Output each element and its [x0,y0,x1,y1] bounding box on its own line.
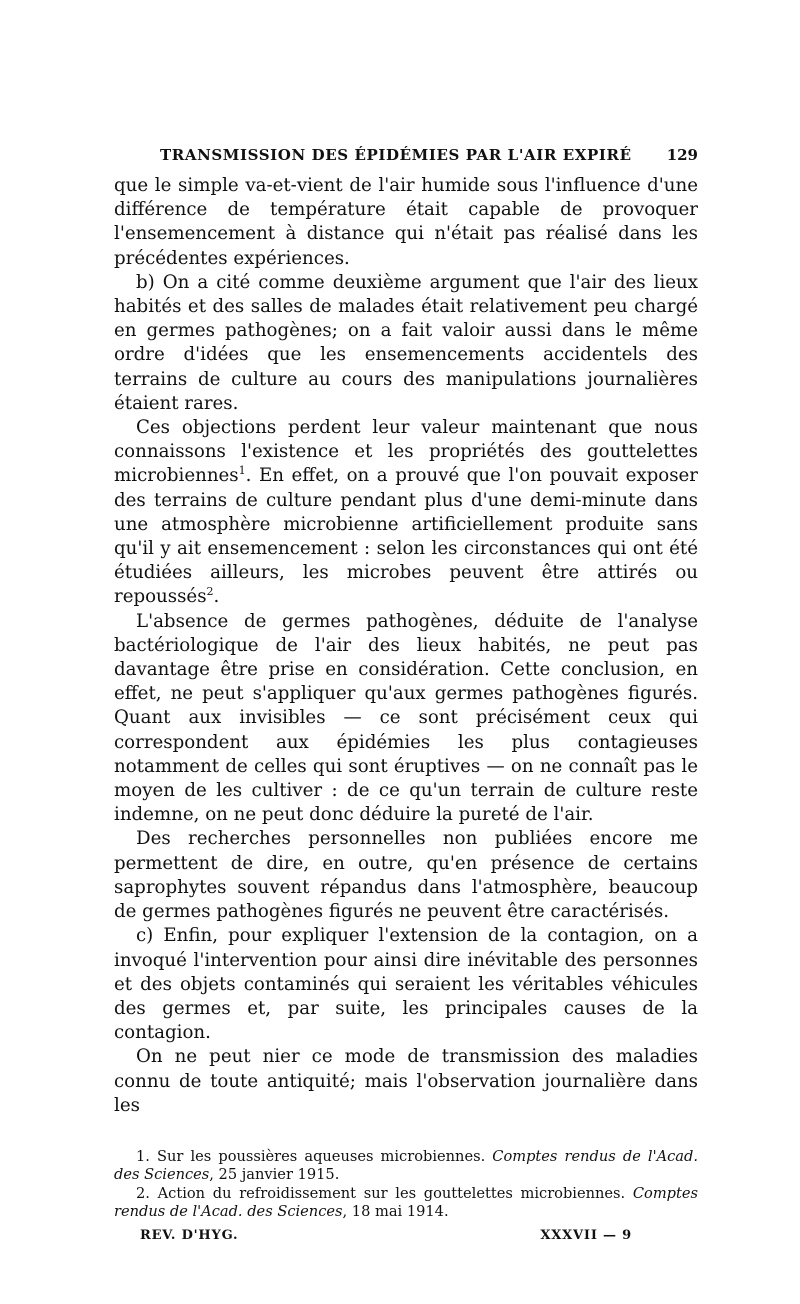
footnotes [114,1148,698,1222]
footnote-2-lead: 2. Action du refroidissement sur les gouttelettes microbiennes. [136,1184,633,1202]
footnote-ref-1[interactable]: 1 [238,464,246,478]
journal-abbreviation: REV. D'HYG. [140,1227,239,1243]
journal-page [114,146,698,1243]
paragraph-objections-text-c: . [213,586,220,608]
page-number: 129 [666,146,698,164]
paragraph-continuation: que le simple va-et-vient de l'air humide sous l'influence d'une différence de température était capable de provoquer l'ensemencement à distance qui n'était pas réalisé dans les précédentes expériences. [114,175,698,269]
volume-signature: XXXVII — 9 [540,1227,632,1243]
body-text [114,174,698,1118]
footnote-1 [114,1148,698,1185]
paragraph-personal-research: Des recherches personnelles non publiées encore me permettent de dire, en outre, qu'en présence de certains saprophytes souvent répandus dans l'atmosphère, beaucoup de germes pathogènes figurés ne peuvent être caractérisés. [114,828,698,923]
paragraph-objections [114,416,698,610]
running-head [114,146,698,164]
signature-line [114,1228,698,1243]
running-title: TRANSMISSION DES ÉPIDÉMIES PAR L'AIR EXPIRÉ [160,146,632,164]
paragraph-objections-text-a: Ces objections perdent leur valeur maintenant que nous connaissons l'existence et les propriétés des gouttelettes microbiennes [114,417,698,487]
footnote-2-journal: Comptes rendus de l'Acad. des Sciences [114,1184,698,1221]
footnote-2 [114,1185,698,1222]
paragraph-absence-germs: L'absence de germes pathogènes, déduite de l'analyse bactériologique de l'air des lieux habités, ne peut pas davantage être prise en considération. Cette conclusion, en effet, ne peut s'appliquer qu'aux germes pathogènes figurés. Quant aux invisibles — ce sont précisément ceux qui correspondent aux épidémies les plus contagieuses notamment de celles qui sont éruptives — on ne connaît pas le moyen de les cultiver : de ce qu'un terrain de culture reste indemne, on ne peut donc déduire la pureté de l'air. [114,610,698,826]
footnote-1-date: , 25 janvier 1915. [209,1166,340,1184]
paragraph-objections-text-b: . En effet, on a prouvé que l'on pouvait exposer des terrains de culture pendant plus d'une demi-minute dans une atmosphère microbienne artificiellement produite sans qu'il y ait ensemencement : selon les circonstances qui ont été étudiées ailleurs, les microbes peuvent être attirés ou repoussés [114,465,698,608]
paragraph-argument-b: b) On a cité comme deuxième argument que l'air des lieux habités et des salles de malades était relativement peu chargé en germes pathogènes; on a fait valoir aussi dans le même ordre d'idées que les ensemencements accidentels des terrains de culture au cours des manipulations journalières étaient rares. [114,271,698,414]
paragraph-transmission-mode: On ne peut nier ce mode de transmission des maladies connu de toute antiquité; mais l'observation journalière dans les [114,1046,698,1116]
footnote-2-date: , 18 mai 1914. [342,1203,449,1221]
footnote-1-journal: Comptes rendus de l'Acad. des Sciences [114,1147,698,1184]
footnote-ref-2[interactable]: 2 [206,585,214,599]
footnote-1-lead: 1. Sur les poussières aqueuses microbiennes. [136,1147,493,1165]
paragraph-argument-c: c) Enfin, pour expliquer l'extension de la contagion, on a invoqué l'intervention pour ainsi dire inévitable des personnes et des objets contaminés qui seraient les véritables véhicules des germes et, par suite, les principales causes de la contagion. [114,925,698,1044]
